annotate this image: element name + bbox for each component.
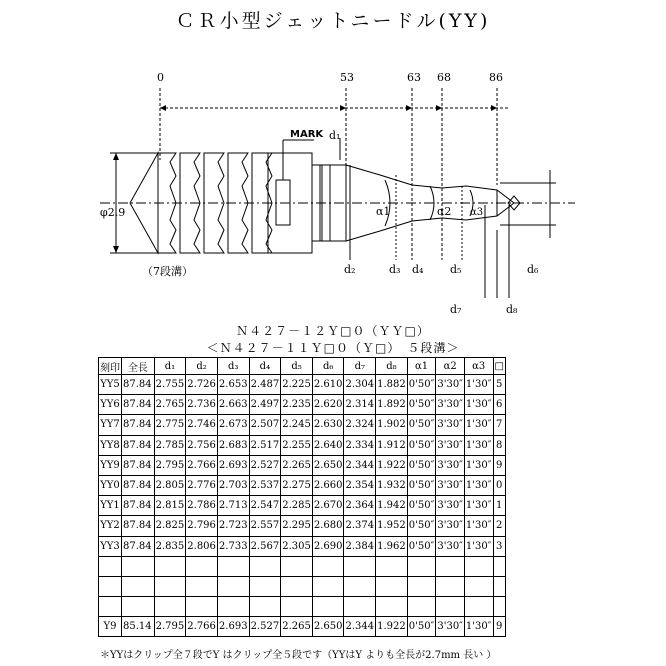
table-cell bbox=[407, 597, 436, 617]
table-cell: 2.785 bbox=[154, 435, 186, 455]
dim-pos-63: 63 bbox=[407, 71, 421, 84]
table-cell bbox=[436, 597, 465, 617]
table-cell bbox=[493, 597, 505, 617]
table-cell: 2.620 bbox=[312, 395, 344, 415]
groove-note: （7段溝） bbox=[142, 265, 193, 278]
table-cell: 0'50″ bbox=[407, 516, 436, 536]
table-cell: 2.756 bbox=[186, 435, 218, 455]
table-cell: 2.703 bbox=[217, 475, 249, 495]
table-cell: 2.795 bbox=[154, 617, 186, 637]
table-cell: 3'30″ bbox=[436, 375, 465, 395]
table-cell: 1'30″ bbox=[464, 435, 493, 455]
table-header-row bbox=[99, 358, 506, 375]
dim-pos-53: 53 bbox=[340, 71, 354, 84]
table-cell: YY7 bbox=[99, 415, 122, 435]
table-cell: 87.84 bbox=[122, 455, 155, 475]
table-cell: 2.630 bbox=[312, 415, 344, 435]
table-cell bbox=[186, 597, 218, 617]
needle-drawing bbox=[0, 0, 666, 320]
table-cell: 1'30″ bbox=[464, 475, 493, 495]
table-cell: 3'30″ bbox=[436, 536, 465, 556]
mark-label: MARK bbox=[290, 129, 324, 140]
table-cell: 2.527 bbox=[249, 617, 281, 637]
table-cell bbox=[344, 556, 376, 576]
table-cell: YY9 bbox=[99, 455, 122, 475]
table-cell: 2.693 bbox=[217, 455, 249, 475]
table-cell: Y9 bbox=[99, 617, 122, 637]
table-cell bbox=[312, 556, 344, 576]
table-row bbox=[99, 496, 506, 516]
table-cell: 2.354 bbox=[344, 475, 376, 495]
dim-pos-86: 86 bbox=[489, 71, 503, 84]
table-cell bbox=[344, 597, 376, 617]
table-cell: 2 bbox=[493, 516, 505, 536]
table-cell: YY1 bbox=[99, 496, 122, 516]
column-header: α2 bbox=[436, 358, 465, 375]
table-cell bbox=[281, 576, 313, 596]
table-cell bbox=[154, 576, 186, 596]
table-cell: 2.726 bbox=[186, 375, 218, 395]
table-cell: 0'50″ bbox=[407, 455, 436, 475]
table-cell bbox=[99, 576, 122, 596]
table-cell: 2.835 bbox=[154, 536, 186, 556]
column-header: α3 bbox=[464, 358, 493, 375]
table-cell bbox=[344, 576, 376, 596]
table-cell: 2.733 bbox=[217, 536, 249, 556]
table-cell: 2.815 bbox=[154, 496, 186, 516]
table-cell: 1.922 bbox=[376, 617, 408, 637]
table-cell: 1'30″ bbox=[464, 496, 493, 516]
column-header: d₇ bbox=[344, 358, 376, 375]
table-cell bbox=[217, 597, 249, 617]
table-row bbox=[99, 597, 506, 617]
table-cell: 2.766 bbox=[186, 617, 218, 637]
table-cell: 2.295 bbox=[281, 516, 313, 536]
table-cell: 9 bbox=[493, 455, 505, 475]
table-cell bbox=[312, 576, 344, 596]
dim-pos-68: 68 bbox=[437, 71, 451, 84]
table-cell bbox=[407, 556, 436, 576]
table-cell: 2.795 bbox=[154, 455, 186, 475]
table-cell: 6 bbox=[493, 395, 505, 415]
table-cell: 87.84 bbox=[122, 475, 155, 495]
table-cell: 2.806 bbox=[186, 536, 218, 556]
table-cell: 3'30″ bbox=[436, 475, 465, 495]
table-cell: 2.507 bbox=[249, 415, 281, 435]
label-d2: d₂ bbox=[344, 263, 356, 276]
table-cell bbox=[249, 556, 281, 576]
table-cell: 2.334 bbox=[344, 435, 376, 455]
table-cell: 1.932 bbox=[376, 475, 408, 495]
table-cell: 3'30″ bbox=[436, 395, 465, 415]
table-cell bbox=[312, 597, 344, 617]
table-cell: 2.755 bbox=[154, 375, 186, 395]
table-cell bbox=[99, 556, 122, 576]
table-cell bbox=[464, 556, 493, 576]
table-cell: 3'30″ bbox=[436, 617, 465, 637]
table-cell: 2.663 bbox=[217, 395, 249, 415]
table-cell bbox=[99, 597, 122, 617]
table-cell: 2.786 bbox=[186, 496, 218, 516]
table-cell: 2.673 bbox=[217, 415, 249, 435]
table-row bbox=[99, 536, 506, 556]
part-number-yy: Ｎ４２７－１２Ｙ□０（ＹＹ□） bbox=[236, 324, 430, 338]
footnote: ＊YYはクリップ全７段でY はクリップ全５段です（YYはY よりも全長が2.7mm 長い ） bbox=[100, 650, 497, 661]
table-cell: 87.84 bbox=[122, 496, 155, 516]
table-cell: 2.805 bbox=[154, 475, 186, 495]
table-cell: 1.902 bbox=[376, 415, 408, 435]
table-cell bbox=[249, 597, 281, 617]
column-header: α1 bbox=[407, 358, 436, 375]
table-cell: YY3 bbox=[99, 536, 122, 556]
table-cell bbox=[493, 556, 505, 576]
table-cell: 2.683 bbox=[217, 435, 249, 455]
label-alpha1: α1 bbox=[376, 205, 391, 218]
table-cell bbox=[493, 576, 505, 596]
table-cell: 2.736 bbox=[186, 395, 218, 415]
table-cell: 2.265 bbox=[281, 455, 313, 475]
table-cell: 0'50″ bbox=[407, 375, 436, 395]
table-cell: 2.693 bbox=[217, 617, 249, 637]
table-cell: 2.304 bbox=[344, 375, 376, 395]
table-cell: 2.305 bbox=[281, 536, 313, 556]
table-cell: 2.285 bbox=[281, 496, 313, 516]
table-cell bbox=[186, 556, 218, 576]
table-cell: 0'50″ bbox=[407, 435, 436, 455]
table-cell: 0 bbox=[493, 475, 505, 495]
table-cell: 1 bbox=[493, 496, 505, 516]
dim-pos-0: 0 bbox=[157, 71, 164, 84]
table-cell: YY8 bbox=[99, 435, 122, 455]
table-cell: 2.660 bbox=[312, 475, 344, 495]
table-cell: 87.84 bbox=[122, 395, 155, 415]
label-d6: d₆ bbox=[527, 263, 539, 276]
label-d7: d₇ bbox=[450, 303, 462, 316]
table-cell: 2.384 bbox=[344, 536, 376, 556]
spec-table bbox=[98, 357, 506, 637]
table-cell: 8 bbox=[493, 435, 505, 455]
table-cell bbox=[407, 576, 436, 596]
table-cell: 2.374 bbox=[344, 516, 376, 536]
table-row bbox=[99, 395, 506, 415]
table-cell bbox=[436, 556, 465, 576]
table-cell bbox=[376, 597, 408, 617]
column-header: 刻印 bbox=[99, 358, 122, 375]
table-cell: 1.912 bbox=[376, 435, 408, 455]
table-row bbox=[99, 415, 506, 435]
table-cell: 3'30″ bbox=[436, 415, 465, 435]
table-row bbox=[99, 516, 506, 536]
table-cell bbox=[186, 576, 218, 596]
table-cell: 2.517 bbox=[249, 435, 281, 455]
table-cell bbox=[376, 556, 408, 576]
diameter-label: φ2.9 bbox=[100, 206, 126, 219]
table-cell: YY0 bbox=[99, 475, 122, 495]
table-cell: 1.942 bbox=[376, 496, 408, 516]
table-cell: 2.680 bbox=[312, 516, 344, 536]
table-cell: 1.892 bbox=[376, 395, 408, 415]
table-row bbox=[99, 475, 506, 495]
column-header: d₃ bbox=[217, 358, 249, 375]
table-cell: 2.487 bbox=[249, 375, 281, 395]
label-alpha3: α3 bbox=[470, 207, 484, 218]
table-cell: 2.314 bbox=[344, 395, 376, 415]
table-row bbox=[99, 576, 506, 596]
table-cell bbox=[376, 576, 408, 596]
label-d8: d₈ bbox=[506, 303, 518, 316]
table-cell: 2.653 bbox=[217, 375, 249, 395]
table-cell: 2.765 bbox=[154, 395, 186, 415]
column-header: 全長 bbox=[122, 358, 155, 375]
table-cell bbox=[464, 597, 493, 617]
table-cell: 1'30″ bbox=[464, 375, 493, 395]
table-cell: 2.255 bbox=[281, 435, 313, 455]
table-cell: YY2 bbox=[99, 516, 122, 536]
table-cell: YY6 bbox=[99, 395, 122, 415]
table-cell bbox=[122, 597, 155, 617]
table-cell: 2.527 bbox=[249, 455, 281, 475]
table-cell: 1.922 bbox=[376, 455, 408, 475]
table-cell: 1'30″ bbox=[464, 516, 493, 536]
table-cell: 87.84 bbox=[122, 435, 155, 455]
table-cell: 2.547 bbox=[249, 496, 281, 516]
column-header: □ bbox=[493, 358, 505, 375]
table-cell: YY5 bbox=[99, 375, 122, 395]
table-cell bbox=[281, 556, 313, 576]
table-cell: 87.84 bbox=[122, 516, 155, 536]
table-cell: 85.14 bbox=[122, 617, 155, 637]
table-cell: 2.713 bbox=[217, 496, 249, 516]
table-cell: 9 bbox=[493, 617, 505, 637]
table-cell: 5 bbox=[493, 375, 505, 395]
table-cell: 3'30″ bbox=[436, 516, 465, 536]
table-cell: 2.344 bbox=[344, 455, 376, 475]
table-cell: 87.84 bbox=[122, 375, 155, 395]
label-d1: d₁ bbox=[329, 129, 341, 142]
table-cell: 87.84 bbox=[122, 415, 155, 435]
table-cell bbox=[154, 597, 186, 617]
table-cell: 2.235 bbox=[281, 395, 313, 415]
column-header: d₂ bbox=[186, 358, 218, 375]
table-cell: 0'50″ bbox=[407, 496, 436, 516]
table-cell: 2.537 bbox=[249, 475, 281, 495]
table-cell: 2.364 bbox=[344, 496, 376, 516]
table-cell: 2.610 bbox=[312, 375, 344, 395]
table-cell: 1'30″ bbox=[464, 395, 493, 415]
table-cell: 2.776 bbox=[186, 475, 218, 495]
table-cell: 0'50″ bbox=[407, 395, 436, 415]
table-cell: 2.796 bbox=[186, 516, 218, 536]
table-cell: 2.650 bbox=[312, 617, 344, 637]
table-cell: 2.324 bbox=[344, 415, 376, 435]
table-cell: 2.245 bbox=[281, 415, 313, 435]
table-cell: 1.952 bbox=[376, 516, 408, 536]
table-cell bbox=[281, 597, 313, 617]
table-cell: 0'50″ bbox=[407, 415, 436, 435]
table-cell: 3'30″ bbox=[436, 496, 465, 516]
table-cell bbox=[122, 576, 155, 596]
table-cell: 1.882 bbox=[376, 375, 408, 395]
table-cell: 2.650 bbox=[312, 455, 344, 475]
table-cell: 2.746 bbox=[186, 415, 218, 435]
table-cell: 87.84 bbox=[122, 536, 155, 556]
table-cell: 1'30″ bbox=[464, 536, 493, 556]
table-cell: 1.962 bbox=[376, 536, 408, 556]
table-cell bbox=[154, 556, 186, 576]
table-cell: 1'30″ bbox=[464, 617, 493, 637]
table-cell: 2.670 bbox=[312, 496, 344, 516]
table-cell: 7 bbox=[493, 415, 505, 435]
label-d5: d₅ bbox=[450, 263, 462, 276]
table-row bbox=[99, 435, 506, 455]
table-row bbox=[99, 455, 506, 475]
table-cell: 2.497 bbox=[249, 395, 281, 415]
column-header: d₆ bbox=[312, 358, 344, 375]
table-cell: 3 bbox=[493, 536, 505, 556]
table-cell: 2.766 bbox=[186, 455, 218, 475]
table-row bbox=[99, 617, 506, 637]
table-cell: 2.690 bbox=[312, 536, 344, 556]
column-header: d₄ bbox=[249, 358, 281, 375]
label-alpha2: α2 bbox=[437, 205, 452, 218]
table-cell bbox=[436, 576, 465, 596]
table-cell: 3'30″ bbox=[436, 455, 465, 475]
table-row bbox=[99, 375, 506, 395]
column-header: d₁ bbox=[154, 358, 186, 375]
table-cell: 2.640 bbox=[312, 435, 344, 455]
table-row bbox=[99, 556, 506, 576]
page-title: ＣＲ小型ジェットニードル(YY) bbox=[175, 10, 491, 32]
table-cell bbox=[122, 556, 155, 576]
table-cell: 2.775 bbox=[154, 415, 186, 435]
table-cell: 0'50″ bbox=[407, 536, 436, 556]
column-header: d₈ bbox=[376, 358, 408, 375]
part-number-y: ＜Ｎ４２７－１１Ｙ□０（Ｙ□） ５段溝＞ bbox=[206, 341, 460, 355]
table-cell: 2.557 bbox=[249, 516, 281, 536]
table-cell: 2.344 bbox=[344, 617, 376, 637]
table-cell: 2.723 bbox=[217, 516, 249, 536]
table-cell: 3'30″ bbox=[436, 435, 465, 455]
label-d3: d₃ bbox=[389, 263, 401, 276]
table-cell: 2.275 bbox=[281, 475, 313, 495]
table-cell: 1'30″ bbox=[464, 455, 493, 475]
table-cell bbox=[464, 576, 493, 596]
table-cell bbox=[217, 576, 249, 596]
table-cell: 2.265 bbox=[281, 617, 313, 637]
table-cell: 1'30″ bbox=[464, 415, 493, 435]
table-cell bbox=[217, 556, 249, 576]
table-cell: 0'50″ bbox=[407, 475, 436, 495]
table-cell: 2.567 bbox=[249, 536, 281, 556]
label-d4: d₄ bbox=[412, 263, 424, 276]
table-cell: 0'50″ bbox=[407, 617, 436, 637]
table-cell: 2.225 bbox=[281, 375, 313, 395]
column-header: d₅ bbox=[281, 358, 313, 375]
table-cell bbox=[249, 576, 281, 596]
table-cell: 2.825 bbox=[154, 516, 186, 536]
